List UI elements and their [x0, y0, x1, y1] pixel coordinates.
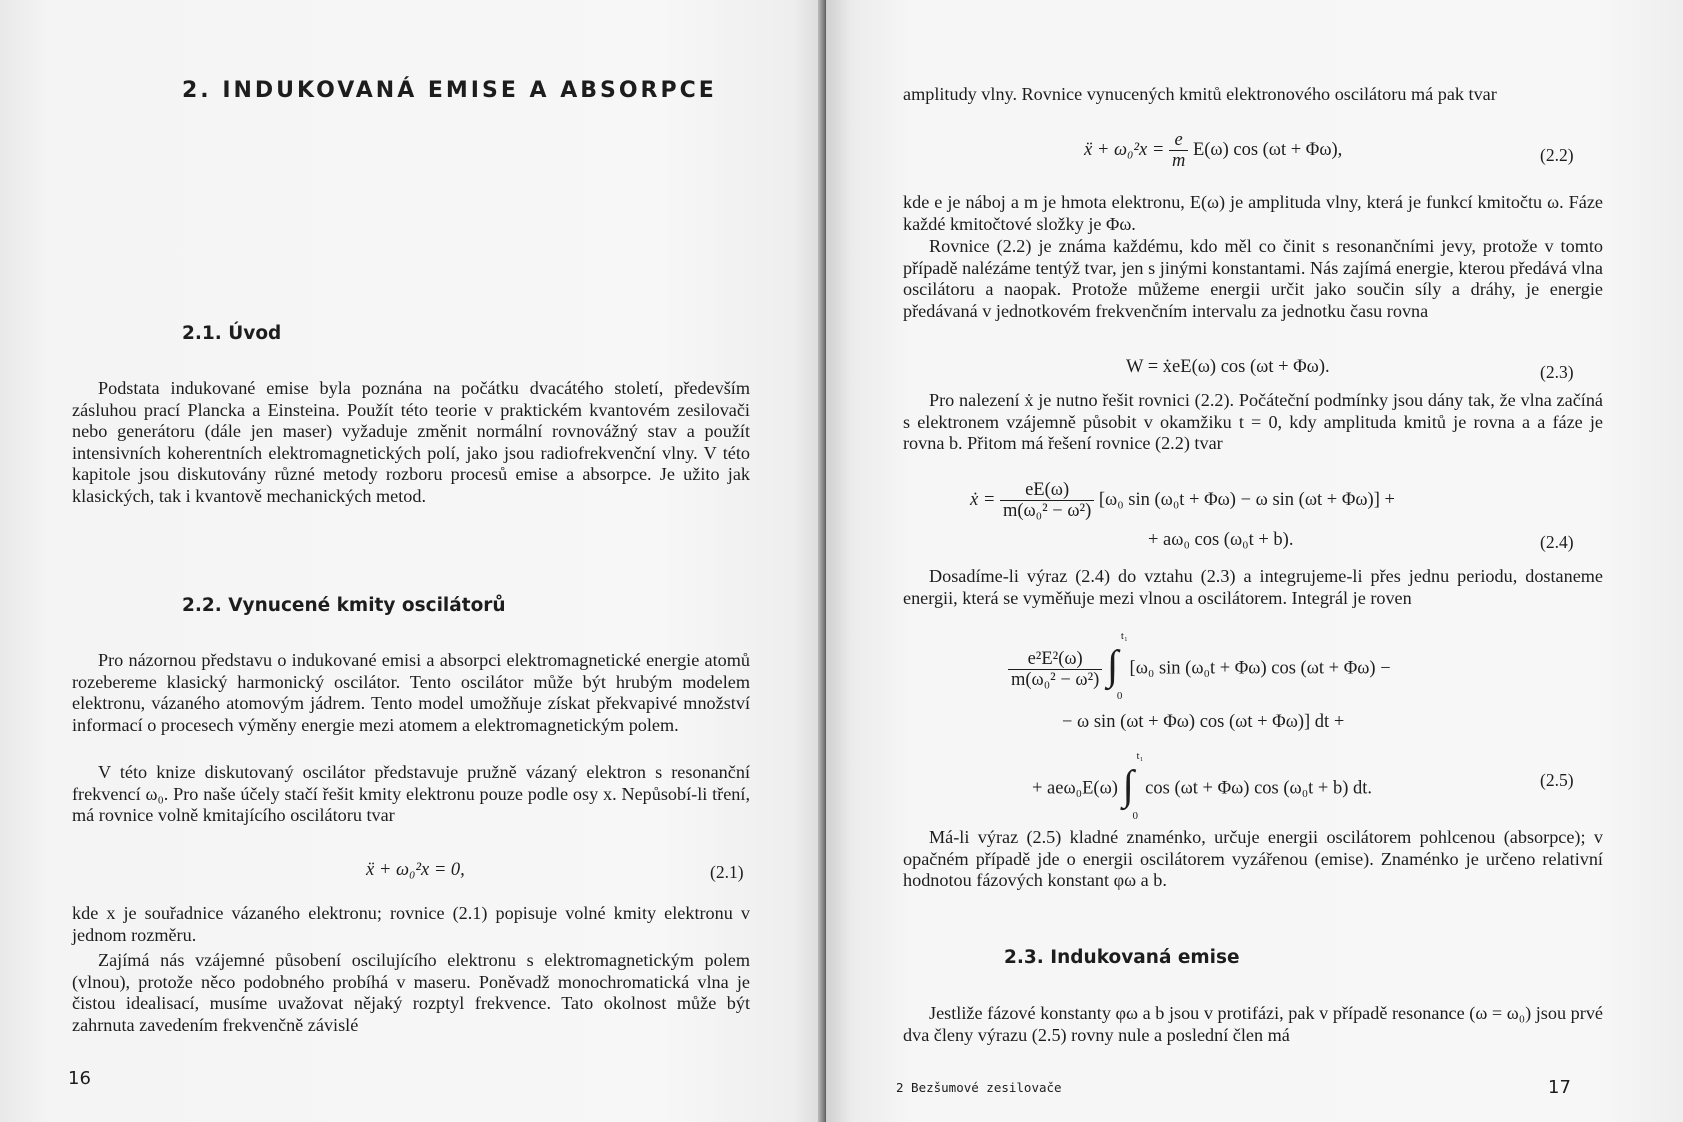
equation-2-2-denominator: m	[1171, 151, 1186, 171]
integral-sign-1: ∫ t₁ 0	[1106, 630, 1128, 702]
equation-2-2-numerator: e	[1169, 130, 1188, 151]
section-heading-uvod: 2.1. Úvod	[182, 323, 282, 344]
oscillator-paragraph-1: Pro názornou představu o indukované emisi a absorpci elektromagnetické energie atomů rozebereme klasický harmonický oscilátor. Tento oscilátor může být hrubým modelem elektronu, vázaného atomovým jádrem. Tento model umožňuje získat překvapivé množství informací o procesech výměny energie mezi atomem a elektromagnetickým polem.	[72, 650, 750, 735]
right-paragraph-4: Pro nalezení ẋ je nutno řešit rovnici (2.2). Počáteční podmínky jsou dány tak, že vlna začíná s elektronem vzájemně působit v okamžiku t = 0, kdy amplituda kmitů je rovna a a fáze je rovna b. Přitom má řešení rovnice (2.2) tvar	[903, 390, 1603, 454]
equation-2-5-term-1: [ω₀ sin (ω₀t + Φω) cos (ωt + Φω) −	[1129, 658, 1391, 679]
right-paragraph-2: kde e je náboj a m je hmota elektronu, E(ω) je amplituda vlny, která je funkcí kmitočtu ω. Fáze každé kmitočtové složky je Φω.	[903, 192, 1603, 234]
equation-2-4-lhs: ẋ =	[970, 489, 996, 510]
right-paragraph-5: Dosadíme-li výraz (2.4) do vztahu (2.3) a integrujeme-li přes jednu periodu, dostaneme energii, která se vyměňuje mezi vlnou a oscilátorem. Integrál je roven	[903, 566, 1603, 608]
equation-2-4-fraction	[1000, 480, 1094, 521]
equation-2-5-coefficient: + aeω₀E(ω)	[1032, 778, 1118, 799]
equation-2-4-number: (2.4)	[1540, 532, 1574, 552]
equation-2-4-numerator: eE(ω)	[1000, 480, 1094, 501]
integral-1-upper-limit: t₁	[1120, 630, 1128, 642]
equation-2-4-bracket: [ω₀ sin (ω₀t + Φω) − ω sin (ωt + Φω)] +	[1098, 489, 1395, 510]
page-number-right: 17	[1548, 1077, 1571, 1098]
oscillator-paragraph-3: kde x je souřadnice vázaného elektronu; rovnice (2.1) popisuje volné kmity elektronu v jednom rozměru.	[72, 903, 750, 945]
equation-2-2-fraction	[1169, 130, 1188, 171]
oscillator-paragraph-4: Zajímá nás vzájemné působení oscilujícího elektronu s elektromagnetickým polem (vlnou), protože něco podobného probíhá v maseru. Poněvadž monochromatická vlna je čistou idealisací, musíme uvažovat nějaký rozptyl frekvence. Tato okolnost může být zahrnuta zavedením frekvenčně závislé	[72, 950, 750, 1035]
equation-2-4-denominator: m(ω₀² − ω²)	[1002, 501, 1092, 521]
right-paragraph-1: amplitudy vlny. Rovnice vynucených kmitů elektronového oscilátoru má pak tvar	[903, 84, 1497, 104]
integral-2-upper-limit: t₁	[1136, 750, 1144, 762]
equation-2-5-number: (2.5)	[1540, 770, 1574, 790]
right-paragraph-7: Jestliže fázové konstanty φω a b jsou v protifázi, pak v případě resonance (ω = ω₀) jsou prvé dva členy výrazu (2.5) rovny nule a poslední člen má	[903, 1003, 1603, 1045]
equation-2-4-line-1	[970, 480, 1395, 521]
integral-sign-2: ∫ t₁ 0	[1122, 750, 1144, 822]
intro-paragraph: Podstata indukované emise byla poznána na počátku dvacátého století, především zásluhou prací Plancka a Einsteina. Použít této teorie v praktickém kvantovém zesilovači nebo generátoru (dále jen maser) vyžaduje změnit normální rovnovážný stav a použít intensivních koherentních elektromagnetických polí, jako jsou radiofrekvenční vlny. V této kapitole jsou diskutovány různé metody rozboru procesů emise a absorpce. Je užito jak klasických, tak i kvantově mechanických metod.	[72, 378, 750, 506]
right-paragraph-6: Má-li výraz (2.5) kladné znaménko, určuje energii oscilátorem pohlcenou (absorpce); v opačném případě jde o energii oscilátorem vyzářenou (emise). Znaménko je určeno relativní hodnotou fázových konstant φω a b.	[903, 827, 1603, 891]
equation-2-2	[1084, 130, 1342, 171]
equation-2-5-denominator: m(ω₀² − ω²)	[1011, 669, 1100, 690]
right-page	[826, 0, 1683, 1122]
right-paragraph-3: Rovnice (2.2) je známa každému, kdo měl co činit s resonančními jevy, protože v tomto případě nalézáme tentýž tvar, jen s jinými konstantami. Nás zajímá energie, kterou předává vlna oscilátoru a naopak. Protože můžeme energii určit jako součin síly a dráhy, je energie předávaná v jednotkovém frekvenčním intervalu za jednotku času rovna	[903, 236, 1603, 321]
integral-1-lower-limit: 0	[1116, 690, 1123, 702]
equation-2-2-rhs: E(ω) cos (ωt + Φω),	[1192, 139, 1343, 160]
equation-2-2-lhs: ẍ + ω₀²x =	[1084, 139, 1165, 160]
equation-2-1-number: (2.1)	[710, 862, 744, 882]
integral-2-lower-limit: 0	[1132, 810, 1139, 822]
equation-2-4-line-2: + aω₀ cos (ω₀t + b).	[1148, 530, 1294, 550]
section-heading-vynucene-kmity: 2.2. Vynucené kmity oscilátorů	[182, 595, 506, 616]
equation-2-5-line-2: − ω sin (ωt + Φω) cos (ωt + Φω)] dt +	[1062, 712, 1345, 732]
equation-2-2-number: (2.2)	[1540, 145, 1574, 165]
chapter-title: 2. INDUKOVANÁ EMISE A ABSORPCE	[182, 78, 717, 103]
left-page	[0, 0, 826, 1122]
equation-2-5-fraction	[1008, 649, 1102, 690]
equation-2-5-term-3: cos (ωt + Φω) cos (ω₀t + b) dt.	[1145, 778, 1373, 799]
equation-2-1: ẍ + ω₀²x = 0,	[366, 860, 465, 880]
oscillator-paragraph-2: V této knize diskutovaný oscilátor představuje pružně vázaný elektron s resonanční frekvencí ω₀. Pro naše účely stačí řešit kmity elektronu pouze podle osy x. Nepůsobí-li tření, má rovnice volně kmitajícího oscilátoru tvar	[72, 762, 750, 826]
section-heading-indukovana-emise: 2.3. Indukovaná emise	[1004, 947, 1240, 968]
equation-2-5-numerator: e²E²(ω)	[1008, 649, 1102, 670]
page-number-left: 16	[68, 1068, 91, 1089]
footer-signature: 2 Bezšumové zesilovače	[896, 1080, 1062, 1095]
equation-2-5-line-1	[1008, 630, 1391, 702]
equation-2-5-line-3	[1032, 750, 1373, 822]
equation-2-3: W = ẋeE(ω) cos (ωt + Φω).	[1126, 357, 1330, 377]
equation-2-3-number: (2.3)	[1540, 362, 1574, 382]
